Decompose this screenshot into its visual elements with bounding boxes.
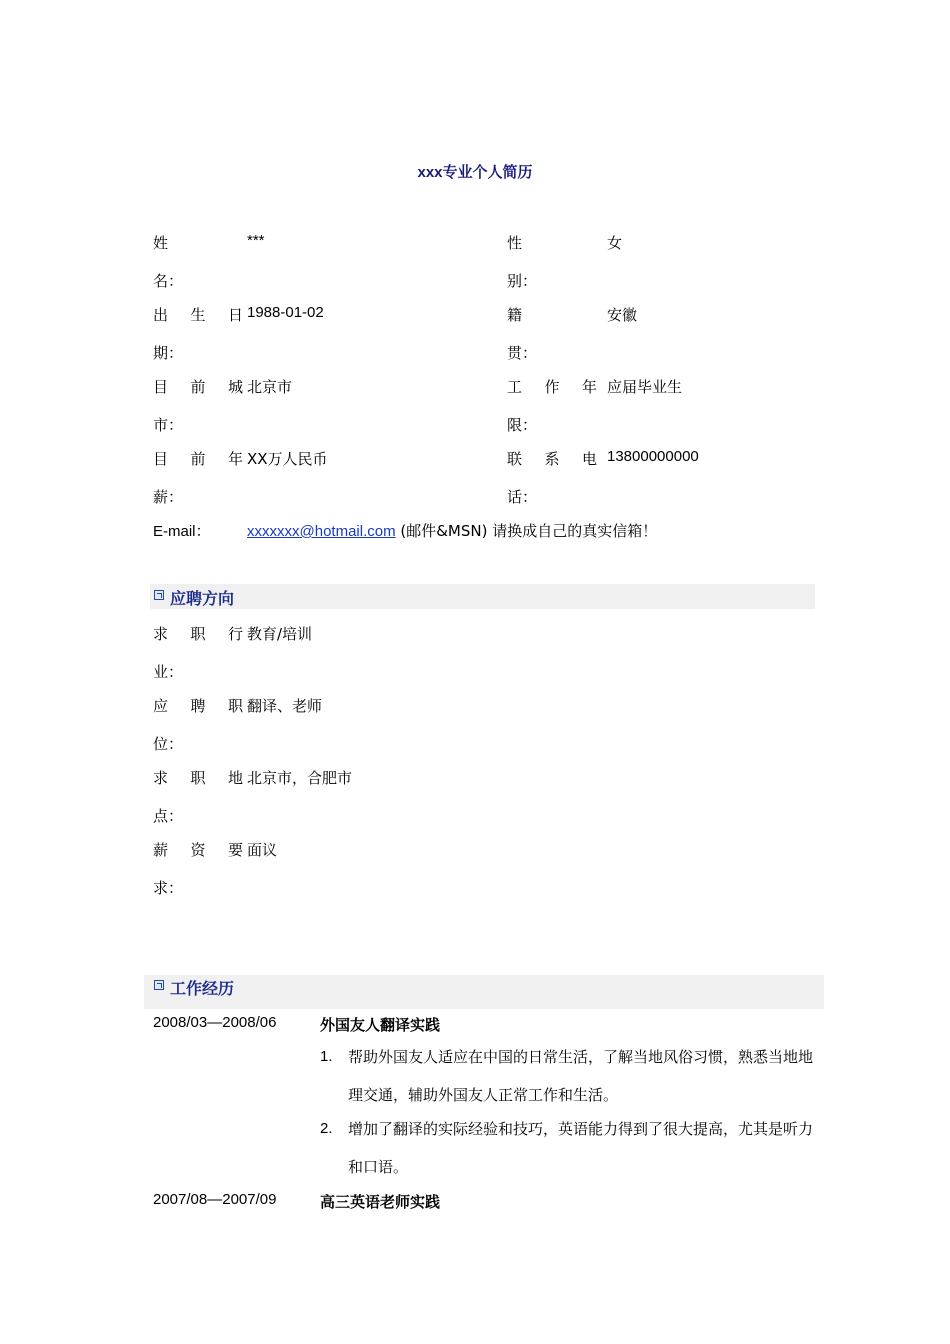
page-title: xxx专业个人简历: [417, 164, 533, 181]
work-period: 2007/08—2007/09: [153, 1191, 277, 1208]
value-gender: 女: [607, 234, 623, 252]
value-phone: 13800000000: [607, 448, 699, 465]
label-work-years: 工 作 年: [507, 378, 597, 396]
label-birth: 出 生 日: [153, 306, 243, 324]
label-city-suffix: 市：: [153, 416, 184, 434]
label-location: 求 职 地: [153, 769, 243, 787]
label-expected-salary: 薪 资 要: [153, 841, 243, 859]
value-location: 北京市，合肥市: [247, 769, 353, 787]
value-name: ***: [247, 232, 265, 249]
email-line: [247, 520, 657, 541]
label-origin: 籍: [507, 306, 523, 324]
section-header-work: [144, 975, 824, 1009]
email-link[interactable]: xxxxxxx@hotmail.com: [247, 523, 396, 540]
list-number: 2.: [320, 1120, 333, 1137]
value-industry: 教育/培训: [247, 625, 313, 643]
work-title: 外国友人翻译实践: [320, 1016, 441, 1034]
value-expected-salary: 面议: [247, 841, 278, 859]
list-number: 1.: [320, 1048, 333, 1065]
section-bullet-icon: [154, 980, 164, 990]
label-phone: 联 系 电: [507, 450, 597, 468]
label-work-years-suffix: 限：: [507, 416, 538, 434]
value-birth: 1988-01-02: [247, 304, 324, 321]
label-phone-suffix: 话：: [507, 488, 538, 506]
label-name-suffix: 名：: [153, 272, 184, 290]
label-salary: 目 前 年: [153, 450, 243, 468]
label-email: E-mail：: [153, 523, 211, 540]
label-gender-suffix: 别：: [507, 272, 538, 290]
value-work-years: 应届毕业生: [607, 378, 683, 396]
label-location-suffix: 点：: [153, 807, 184, 825]
list-item: 帮助外国友人适应在中国的日常生活，了解当地风俗习惯，熟悉当地地理交通，辅助外国友人正常工作和生活。: [348, 1048, 814, 1104]
label-position-suffix: 位：: [153, 735, 184, 753]
value-origin: 安徽: [607, 306, 638, 324]
email-note: (邮件&MSN) 请换成自己的真实信箱！: [395, 522, 658, 540]
label-gender: 性: [507, 234, 523, 252]
label-salary-suffix: 薪：: [153, 488, 184, 506]
label-industry: 求 职 行: [153, 625, 243, 643]
work-period: 2008/03—2008/06: [153, 1014, 277, 1031]
section-header-job-intent: [150, 584, 815, 609]
section-title-job-intent: 应聘方向: [170, 589, 235, 608]
value-city: 北京市: [247, 378, 293, 396]
label-city: 目 前 城: [153, 378, 243, 396]
label-birth-suffix: 期：: [153, 344, 184, 362]
label-name: 姓: [153, 234, 169, 252]
value-position: 翻译、老师: [247, 697, 323, 715]
label-industry-suffix: 业：: [153, 663, 184, 681]
work-title: 高三英语老师实践: [320, 1193, 441, 1211]
label-expected-salary-suffix: 求：: [153, 879, 184, 897]
label-origin-suffix: 贯：: [507, 344, 538, 362]
section-bullet-icon: [154, 590, 164, 600]
list-item: 增加了翻译的实际经验和技巧，英语能力得到了很大提高，尤其是听力和口语。: [348, 1120, 814, 1176]
section-title-work: 工作经历: [170, 979, 235, 998]
value-salary: XX万人民币: [247, 450, 328, 468]
label-position: 应 聘 职: [153, 697, 243, 715]
